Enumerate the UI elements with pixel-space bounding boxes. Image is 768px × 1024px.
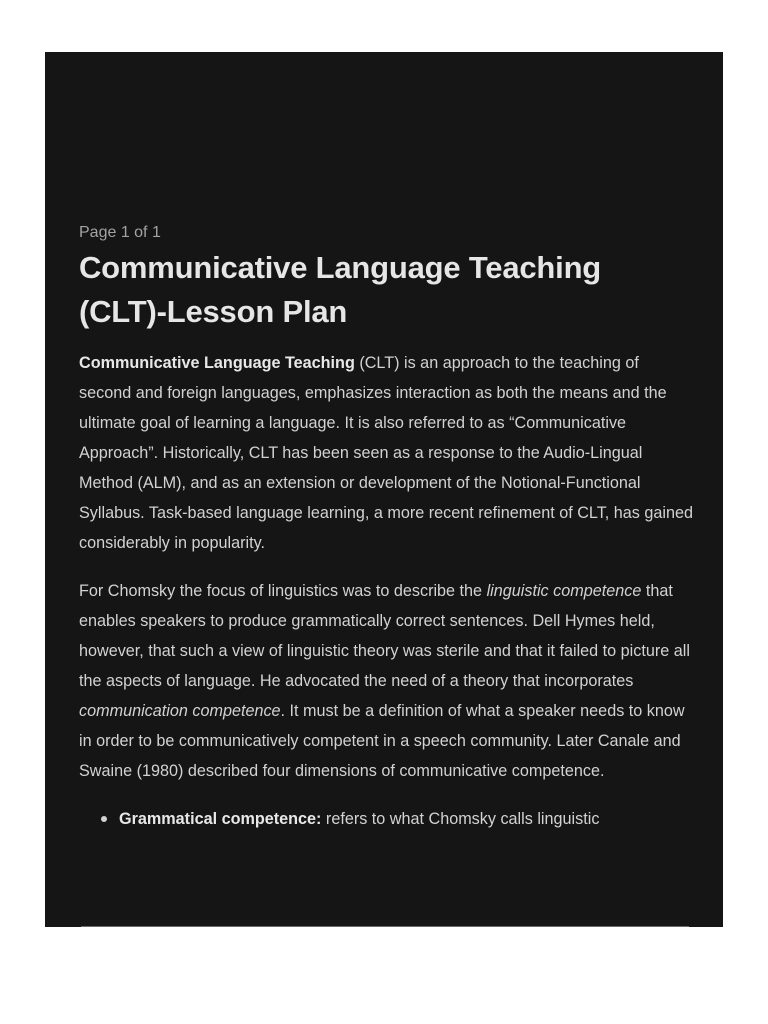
bullet-term: Grammatical competence:	[119, 810, 322, 828]
competence-text-1: For Chomsky the focus of linguistics was to describe the	[79, 582, 487, 600]
bullet-icon	[101, 816, 107, 822]
document-content	[79, 222, 693, 834]
linguistic-competence-term: linguistic competence	[486, 582, 642, 600]
bottom-divider	[81, 926, 689, 927]
page-indicator: Page 1 of 1	[79, 224, 161, 241]
competence-text-2: that enables speakers to produce grammatically correct sentences. Dell Hymes held, however, that such a view of linguistic theory was sterile and that it failed to picture all the aspects of language. He advocated the need of a theory that incorporates	[79, 582, 690, 690]
list-item	[101, 804, 693, 834]
intro-bold-lead: Communicative Language Teaching	[79, 354, 355, 372]
intro-paragraph	[79, 348, 693, 558]
competence-paragraph	[79, 576, 693, 786]
document-title: Communicative Language Teaching (CLT)-Lesson Plan	[79, 250, 602, 329]
communication-competence-term: communication competence	[79, 702, 281, 720]
document-page	[45, 52, 723, 927]
intro-text: (CLT) is an approach to the teaching of second and foreign languages, emphasizes interaction as both the means and the ultimate goal of learning a language. It is also referred to as “Communicative Approach”. Historically, CLT has been seen as a response to the Audio-Lingual Method (ALM), and as an extension or development of the Notional-Functional Syllabus. Task-based language learning, a more recent refinement of CLT, has gained considerably in popularity.	[79, 354, 693, 552]
competence-text-3: . It must be a definition of what a speaker needs to know in order to be communicatively competent in a speech community. Later Canale and Swaine (1980) described four dimensions of communicative competence.	[79, 702, 685, 780]
bullet-text: refers to what Chomsky calls linguistic	[321, 810, 600, 828]
competence-bullet-list	[79, 804, 693, 834]
